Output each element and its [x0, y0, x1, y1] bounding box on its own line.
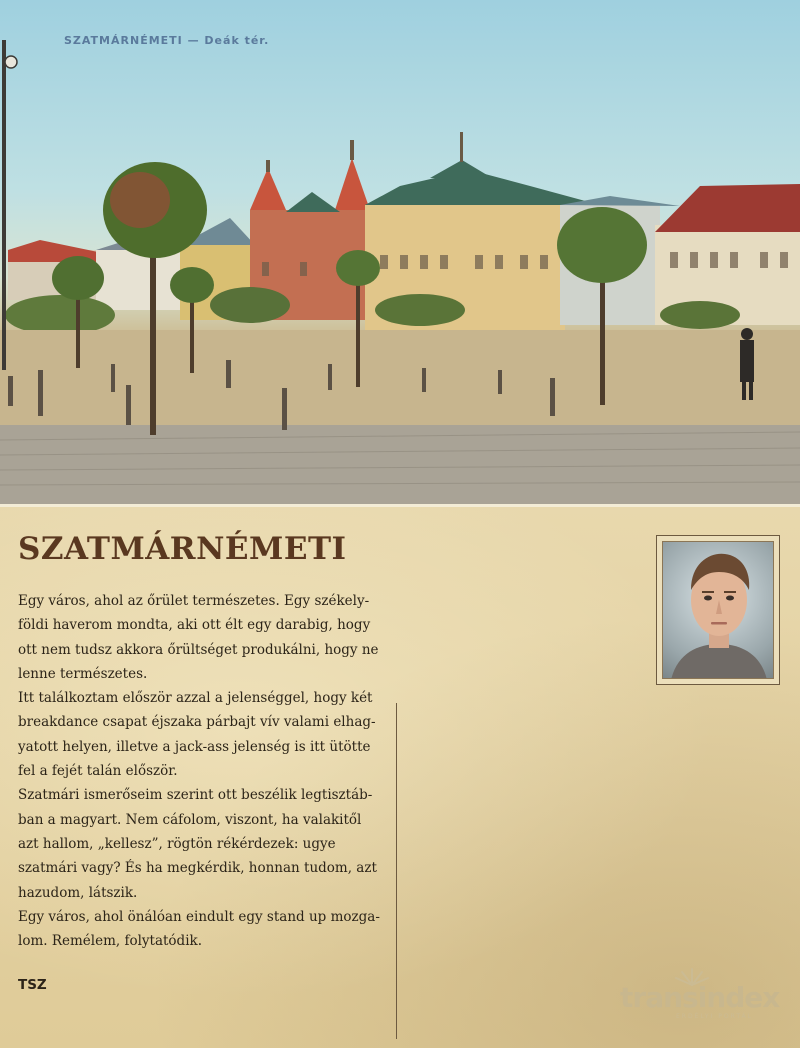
- vintage-photo-postcard: [0, 0, 800, 504]
- portrait-illustration: [663, 542, 774, 679]
- brand-logo: transindex: [620, 981, 780, 1014]
- paragraph: Itt találkoztam először azzal a jelenséggel, hogy két breakdance csapat éjszaka párbajt vív valami elhag-yatott helyen, illetve a jack-ass jelenség is itt ütötte fel a fejét talán először.: [18, 690, 376, 780]
- paragraph: Egy város, ahol az őrület természetes. Egy székely-földi haverom mondta, aki ott élt egy darabig, hogy ott nem tudsz akkora őrültséget produkálni, hogy ne lenne természetes.: [18, 593, 379, 682]
- postcard-divider: [396, 703, 397, 1039]
- paragraph: Szatmári ismerőseim szerint ott beszélik legtisztáb-ban a magyart. Nem cáfolom, viszont, ha valakitől azt hallom, „kellesz”, rögtön rékérdezek: ugye szatmári vagy? És ha megkérdik, honnan tudom, azt hazudom, látszik.: [18, 787, 377, 901]
- paragraph: Egy város, ahol önálóan eindult egy stand up mozga-lom. Remélem, folytatódik.: [18, 908, 380, 950]
- town-square-illustration: [0, 0, 800, 504]
- author-portrait-frame: [656, 535, 780, 685]
- author-portrait: [662, 541, 774, 679]
- page-title: SZATMÁRNÉMETI: [18, 531, 347, 567]
- article-body: [18, 589, 383, 953]
- author-signature: TSZ: [18, 977, 47, 993]
- postcard-back: [0, 504, 800, 1048]
- brand-tagline: ERDÉLYI PORTÁL: [676, 1013, 753, 1020]
- photo-caption: SZATMÁRNÉMETI — Deák tér.: [64, 34, 270, 47]
